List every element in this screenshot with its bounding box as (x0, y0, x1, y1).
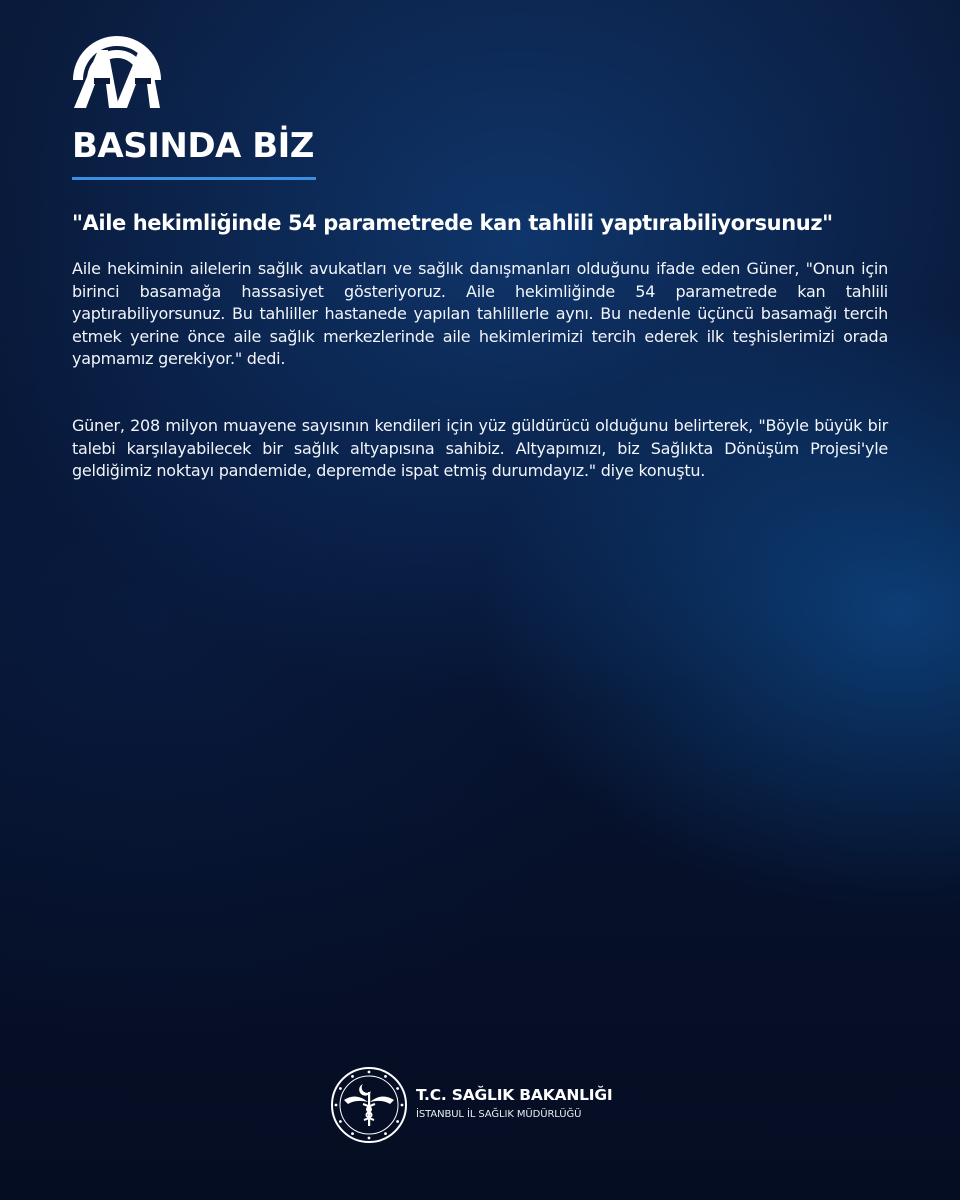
article-headline: "Aile hekimliğinde 54 parametrede kan tahlili yaptırabiliyorsunuz" (72, 211, 833, 235)
aa-logo-icon (72, 22, 162, 110)
article-paragraph-2: Güner, 208 milyon muayene sayısının kendileri için yüz güldürücü olduğunu belirterek, "Böyle büyük bir talebi karşılayabilecek bir sağlık altyapısına sahibiz. Altyapımızı, biz Sağlıkta Dönüşüm Projesi'yle geldiğimiz noktayı pandemide, depremde ispat etmiş durumdayız." diye konuştu. (72, 416, 888, 480)
brand-underline (72, 177, 316, 180)
ministry-subtitle: İSTANBUL İL SAĞLIK MÜDÜRLÜĞÜ (416, 1109, 582, 1120)
article-paragraph-1: Aile hekiminin ailelerin sağlık avukatları ve sağlık danışmanları olduğunu ifade eden Güner, "Onun için birinci basamağa hassasiyet gösteriyoruz. Aile hekimliğinde 54 parametrede kan tahlili yaptırabiliyorsunuz. Bu tahliller hastanede yapılan tahlillerle aynı. Bu nedenle üçüncü basamağı tercih etmek yerine önce aile sağlık merkezlerinde aile hekimlerimizi tercih ederek ilk teşhislerimizi orada yapmamız gerekiyor." dedi. (72, 259, 888, 368)
ministry-emblem (330, 1066, 408, 1144)
ministry-emblem-icon (330, 1066, 408, 1144)
brand-title: BASINDA BİZ (72, 126, 314, 166)
ministry-name: T.C. SAĞLIK BAKANLIĞI (416, 1086, 613, 1104)
ministry-branding (330, 1066, 630, 1144)
aa-logo (72, 22, 162, 110)
